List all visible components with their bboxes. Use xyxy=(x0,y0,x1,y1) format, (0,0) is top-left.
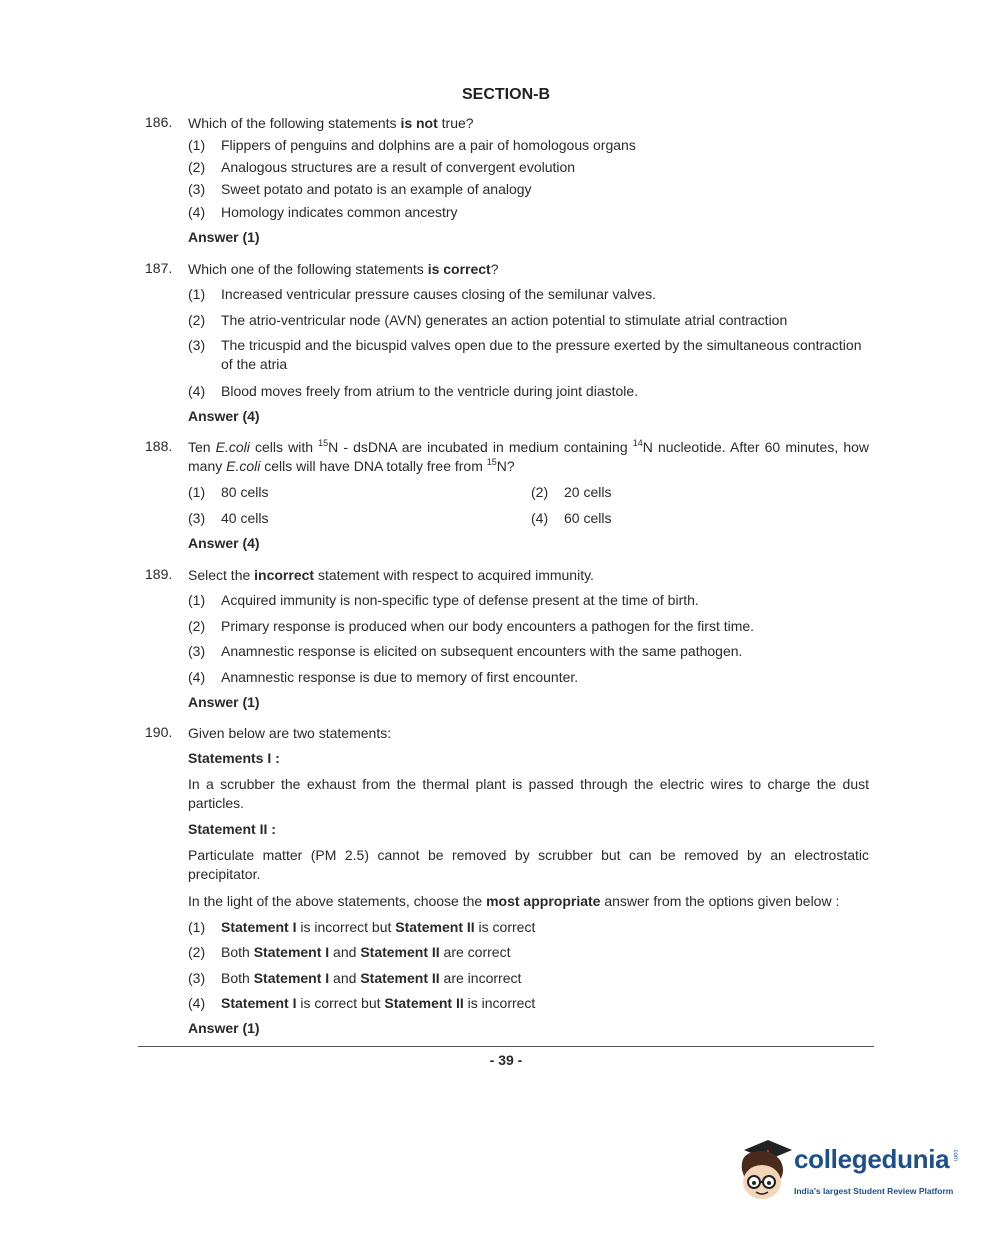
answer: Answer (1) xyxy=(188,1020,260,1036)
question-number: 190. xyxy=(145,724,173,740)
question-number: 189. xyxy=(145,566,173,582)
logo-tagline: India's largest Student Review Platform xyxy=(794,1186,954,1196)
statement-text: Particulate matter (PM 2.5) cannot be removed by scrubber but can be removed by an electrostatic precipitator. xyxy=(188,847,869,882)
page-number: - 39 - xyxy=(489,1052,523,1068)
question-number: 187. xyxy=(145,260,173,276)
question-text: Ten E.coli cells with $^{15}$N - dsDNA are incubated in medium containing $^{14}$N nucleotide. After 60 minutes, how many E.coli cells will have DNA totally free from $^{15}$N? xyxy=(188,438,870,474)
question-text: Which one of the following statements is correct? xyxy=(188,261,499,277)
statement-label: Statements I : xyxy=(188,750,280,766)
instruction-text: In the light of the above statements, choose the most appropriate answer from the options given below : xyxy=(188,893,840,909)
logo-wordmark: collegedunia xyxy=(794,1144,950,1174)
question-text: Select the incorrect statement with respect to acquired immunity. xyxy=(188,567,594,583)
question-number: 188. xyxy=(145,438,173,454)
question-number: 186. xyxy=(145,114,173,130)
collegedunia-logo xyxy=(736,1136,960,1208)
mascot-icon xyxy=(736,1136,794,1208)
exam-page: SECTION-B 186. Which of the following statements is not true? (1) Flippers of penguins and dolphins are a pair of homologous organs (2) Analogous structures are a result of convergent evolution (3) Sweet potato and potato is an example of analogy (4) Homology indicates common ancestry Answer (1) 187. Which one of the following statements is correct? (1) Increased ventricular pressure causes closing of the semilunar valves. (2) The atrio-ventricular node (AVN) generates an action potential to stimulate atrial contraction (3) The tricuspid and the bicuspid valves open due to the pressure exerted by the simultaneous contraction of the atria (4) Blood moves freely from atrium to the ventricle during joint diastole. Answer (4) 188. Ten E.coli cells with $^{15}$N - dsDNA are incubated in medium containing $^{14}$N nucleotide. After 60 minutes, how many E.coli cells will have DNA totally free from $^{15}$N? (1) 80 cells (2) 20 cells (3) 40 cells (4) 60 cells Answer (4) 189. Select the incorrect statement with respect to acquired immunity. (1) Acquired immunity is non-specific type of defense present at the time of birth. (2) Primary response is produced when our body encounters a pathogen for the first time. (3) Anamnestic response is elicited on subsequent encounters with the same pathogen. (4) Anamnestic response is due to memory of first encounter. Answer (1) 190. Given below are two statements: Statements I : In a scrubber the exhaust from the thermal plant is passed through the electric wires to charge the dust particles. Statement II : Particulate matter (PM 2.5) cannot be removed by scrubber but can be removed by an electrostatic precipitator. In the light of the above statements, choose the most appropriate answer from the options given below : (1) Statement I is incorrect but Statement II is correct (2) Both Statement I and Statement II are correct (3) Both Statement I and Statement II are incorrect (4) Statement I is correct but Statement II is incorrect Answer (1) - 39 - collegedunia .com India's largest Student Review Platform xyxy=(0,0,993,1245)
footer-divider xyxy=(138,1046,874,1047)
statement-label: Statement II : xyxy=(188,821,276,837)
answer: Answer (4) xyxy=(188,408,260,424)
logo-domain: .com xyxy=(952,1148,958,1162)
answer: Answer (1) xyxy=(188,229,260,245)
answer: Answer (4) xyxy=(188,535,260,551)
answer: Answer (1) xyxy=(188,694,260,710)
question-text: Given below are two statements: xyxy=(188,725,392,741)
section-title: SECTION-B xyxy=(462,86,550,103)
question-text: Which of the following statements is not true? xyxy=(188,115,474,131)
statement-text: In a scrubber the exhaust from the thermal plant is passed through the electric wires to charge the dust particles. xyxy=(188,776,869,811)
